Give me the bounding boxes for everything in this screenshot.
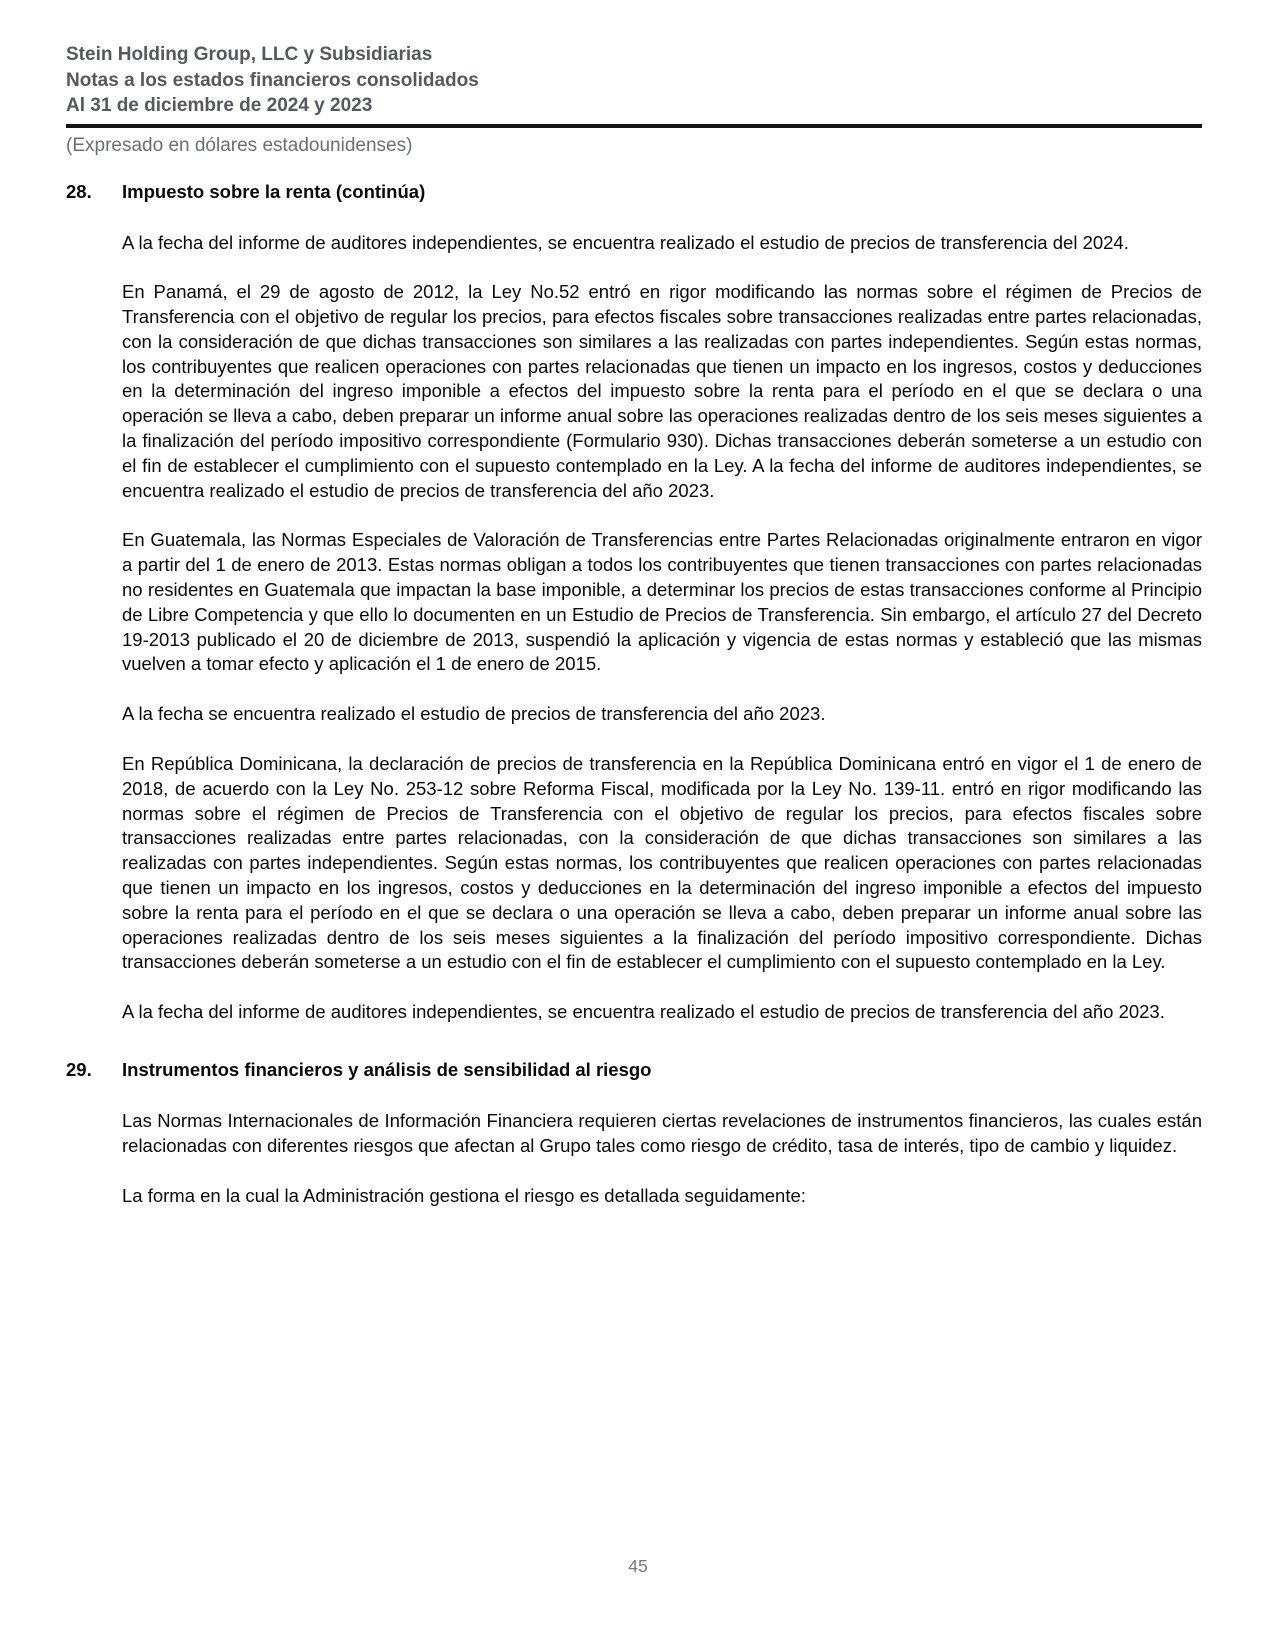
paragraph-transfer-pricing-2024: A la fecha del informe de auditores independientes, se encuentra realizado el estudio de precios de transferencia del 2024.: [122, 231, 1129, 253]
section-29-heading: [66, 1057, 1202, 1083]
page-header: [66, 42, 1202, 159]
page-footer: [0, 1556, 1276, 1577]
section-29-financial-instruments: [66, 1057, 1202, 1208]
document-body: [66, 179, 1202, 1209]
paragraph-dominican-republic: En República Dominicana, la declaración de precios de transferencia en la República Dominicana entró en vigor el 1 de enero de 2018, de acuerdo con la Ley No. 253-12 sobre Reforma Fiscal, modificada por la Ley No. 139-11. entró en rigor modificando las normas sobre el régimen de Precios de Transferencia con el objetivo de regular los precios, para efectos fiscales sobre transacciones realizadas entre partes relacionadas, con la consideración de que dichas transacciones son similares a las realizadas con partes independientes. Según estas normas, los contribuyentes que realicen operaciones con partes relacionadas que tienen un impacto en los ingresos, costos y deducciones en la determinación del ingreso imponible a efectos del impuesto sobre la renta para el período en el que se declara o una operación se lleva a cabo, deben preparar un informe anual sobre las operaciones realizadas dentro de los seis meses siguientes a la finalización del período impositivo correspondiente. Dichas transacciones deberán someterse a un estudio con el fin de establecer el cumplimiento con el supuesto contemplado en la Ley.: [122, 753, 1202, 973]
report-date-line: Al 31 de diciembre de 2024 y 2023: [66, 95, 373, 116]
currency-note: (Expresado en dólares estadounidenses): [66, 134, 413, 156]
paragraph-risk-management-intro: La forma en la cual la Administración gestiona el riesgo es detallada seguidamente:: [122, 1184, 806, 1206]
paragraph-study-2023: A la fecha se encuentra realizado el estudio de precios de transferencia del año 2023.: [122, 703, 826, 725]
paragraph-auditors-report-2023: A la fecha del informe de auditores independientes, se encuentra realizado el estudio de precios de transferencia del año 2023.: [122, 1001, 1165, 1023]
paragraph-ifrs-disclosures: Las Normas Internacionales de Información Financiera requieren ciertas revelaciones de instrumentos financieros, las cuales están relacionadas con diferentes riesgos que afectan al Grupo tales como riesgo de crédito, tasa de interés, tipo de cambio y liquidez.: [122, 1110, 1202, 1156]
section-title: Impuesto sobre la renta (continúa): [122, 180, 426, 202]
section-28-heading: [66, 179, 1202, 205]
company-name: Stein Holding Group, LLC y Subsidiarias: [66, 44, 433, 65]
document-title: Notas a los estados financieros consolidados: [66, 69, 479, 91]
page-number: 45: [628, 1556, 648, 1576]
paragraph-guatemala: En Guatemala, las Normas Especiales de Valoración de Transferencias entre Partes Relacionadas originalmente entraron en vigor a partir del 1 de enero de 2013. Estas normas obligan a todos los contribuyentes que tienen transacciones con partes relacionadas no residentes en Guatemala que impactan la base imponible, a determinar los precios de estas transacciones conforme al Principio de Libre Competencia y que ello lo documenten en un Estudio de Precios de Transferencia. Sin embargo, el artículo 27 del Decreto 19-2013 publicado el 20 de diciembre de 2013, suspendió la aplicación y vigencia de estas normas y estableció que las mismas vuelven a tomar efecto y aplicación el 1 de enero de 2015.: [122, 529, 1202, 675]
section-28-income-tax: [66, 179, 1202, 1026]
section-number: 29.: [66, 1059, 92, 1081]
section-number: 28.: [66, 180, 92, 202]
section-title: Instrumentos financieros y análisis de sensibilidad al riesgo: [122, 1059, 652, 1081]
header-rule: [66, 124, 1202, 128]
paragraph-panama: En Panamá, el 29 de agosto de 2012, la Ley No.52 entró en rigor modificando las normas sobre el régimen de Precios de Transferencia con el objetivo de regular los precios, para efectos fiscales sobre transacciones realizadas entre partes relacionadas, con la consideración de que dichas transacciones son similares a las realizadas con partes independientes. Según estas normas, los contribuyentes que realicen operaciones con partes relacionadas que tienen un impacto en los ingresos, costos y deducciones en la determinación del ingreso imponible a efectos del impuesto sobre la renta para el período en el que se declara o una operación se lleva a cabo, deben preparar un informe anual sobre las operaciones realizadas dentro de los seis meses siguientes a la finalización del período impositivo correspondiente (Formulario 930). Dichas transacciones deberán someterse a un estudio con el fin de establecer el cumplimiento con el supuesto contemplado en la Ley. A la fecha del informe de auditores independientes, se encuentra realizado el estudio de precios de transferencia del año 2023.: [122, 281, 1202, 501]
